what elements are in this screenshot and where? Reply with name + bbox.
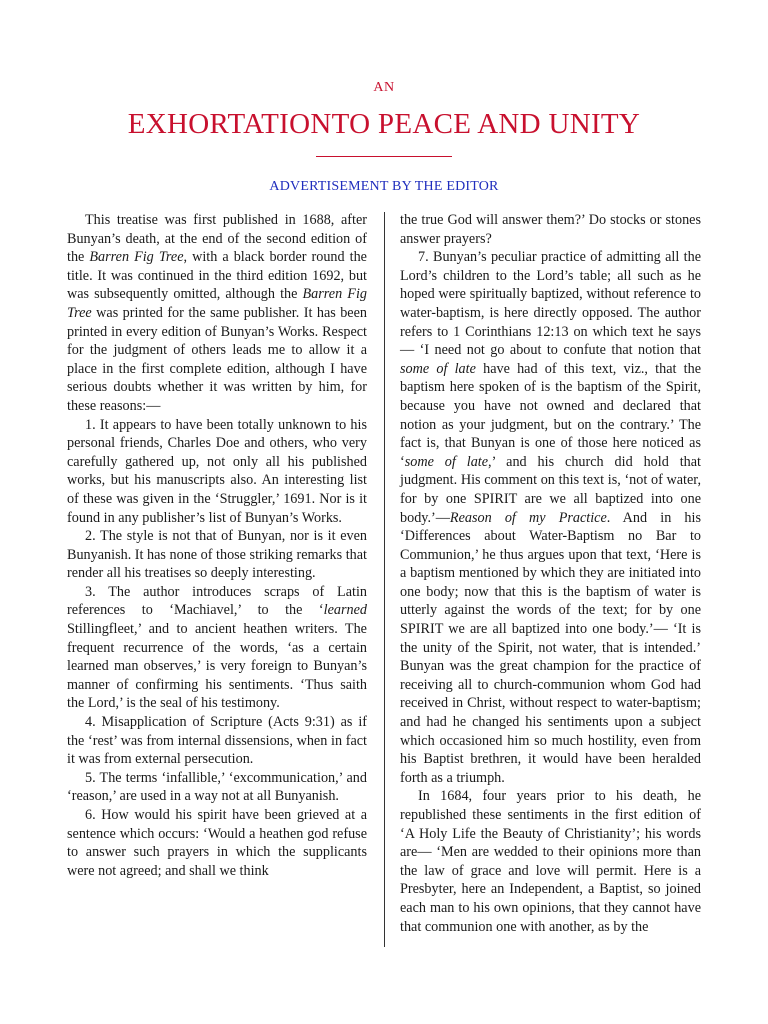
text-run: This treatise was first published in 1688, after Bunyan’s death, at the end of the second edition of the bbox=[67, 212, 367, 266]
text-run: Stillingfleet,’ and to ancient heathen writers. The frequent recurrence of the words, ‘as a certain learned man observes,’ is very foreign to Bunyan’s manner of confirming his sentiments. ‘Thus saith the Lord,’ is the seal of his testimony. bbox=[67, 621, 367, 712]
text-run: , with a black border round the title. It was continued in the third edition 1692, but was subsequently omitted, although the bbox=[67, 249, 367, 303]
section-heading: ADVERTISEMENT BY THE EDITOR bbox=[269, 179, 499, 194]
paragraph-1684: In 1684, four years prior to his death, he republished these sentiments in the first edition of ‘A Holy Life the Beauty of Christianity’; his words are— ‘Men are wedded to their opinions more than the law of grace and love will permit. Here is a Presbyter, here an Independent, a Baptist, so joined each man to his own opinions, that they cannot have that communion one with another, as by the bbox=[400, 788, 701, 935]
paragraph-reason-6: 6. How would his spirit have been grieved at a sentence which occurs: ‘Would a heathen god refuse to answer such prayers in which the supplicants were not agreed; and shall we think bbox=[67, 807, 367, 879]
paragraph-reason-1: 1. It appears to have been totally unknown to his personal friends, Charles Doe and others, who very carefully gathered up, not only all his published works, but his manuscripts also. An interesting list of these was given in the ‘Struggler,’ 1691. Nor is it found in any publisher’s list of Bunyan’s Works. bbox=[67, 416, 367, 526]
pre-title: AN bbox=[373, 80, 395, 95]
emphasis: learned bbox=[323, 602, 367, 619]
paragraph-continued: the true God will answer them?’ Do stocks or stones answer prayers? bbox=[400, 212, 701, 247]
book-title: Barren Fig Tree bbox=[89, 249, 184, 266]
title-rule bbox=[316, 156, 452, 157]
text-run: . And in his ‘Differences about Water-Baptism no Bar to Communion,’ he thus argues upon that text, ‘Here is a baptism mentioned by which they are initiated into one body; now that this is the baptism of water is utterly against the words of the text; for by one SPIRIT we are all baptized into one body.’— ‘It is the unity of the Spirit, not water, that is intended.’ Bunyan was the great champion for the practice of receiving all to church-communion whom God had received in Christ, without respect to water-baptism; and had he changed his sentiments upon a subject which occasioned him so much hostility, even from his Baptist brethren, it would have been heralded forth as a triumph. bbox=[400, 509, 701, 786]
book-title: Reason of my Practice bbox=[449, 509, 607, 526]
paragraph-intro bbox=[67, 211, 367, 416]
page-title: EXHORTATIONTO PEACE AND UNITY bbox=[127, 108, 641, 140]
paragraph-reason-2: 2. The style is not that of Bunyan, nor is it even Bunyanish. It has none of those striking remarks that render all his treatises so deeply interesting. bbox=[67, 528, 367, 582]
paragraph-reason-5: 5. The terms ‘infallible,’ ‘excommunication,’ and ‘reason,’ are used in a way not at all Bunyanish. bbox=[67, 769, 367, 805]
paragraph-reason-7 bbox=[400, 248, 701, 787]
text-run: 3. The author introduces scraps of Latin references to ‘Machiavel,’ to the ‘ bbox=[67, 583, 367, 619]
paragraph-reason-3 bbox=[67, 583, 367, 713]
right-column bbox=[400, 211, 701, 936]
left-column bbox=[67, 211, 367, 880]
text-run: 7. Bunyan’s peculiar practice of admitting all the Lord’s children to the Lord’s table; all such as he hoped were spiritually baptized, without reference to water-baptism, is here directly opposed. The author refers to 1 Corinthians 12:13 on which text he says— ‘I need not go about to confute that notion that bbox=[400, 249, 701, 359]
column-divider bbox=[384, 212, 385, 947]
text-run: ,’ and his church did hold that judgment. His comment on this text is, ‘not of water, for by one SPIRIT are we all baptized into one body.’— bbox=[400, 453, 701, 526]
text-run: have had of this text, viz., that the baptism here spoken of is the baptism of the Spirit, because you have not owned and declared that notion as your judgment, but on the contrary.’ The fact is, that Bunyan is one of those here noticed as ‘ bbox=[400, 360, 702, 470]
emphasis: some of late bbox=[400, 360, 476, 377]
emphasis: some of late bbox=[404, 453, 489, 470]
text-run: was printed for the same publisher. It has been printed in every edition of Bunyan’s Works. Respect for the judgment of others leads me to allow it a place in the first complete edition, although I have serious doubts whether it was written by him, for these reasons:— bbox=[67, 304, 367, 414]
book-title: Barren Fig Tree bbox=[67, 286, 367, 321]
paragraph-reason-4: 4. Misapplication of Scripture (Acts 9:31) as if the ‘rest’ was from internal dissensions, when in fact it was from external persecution. bbox=[67, 714, 367, 768]
